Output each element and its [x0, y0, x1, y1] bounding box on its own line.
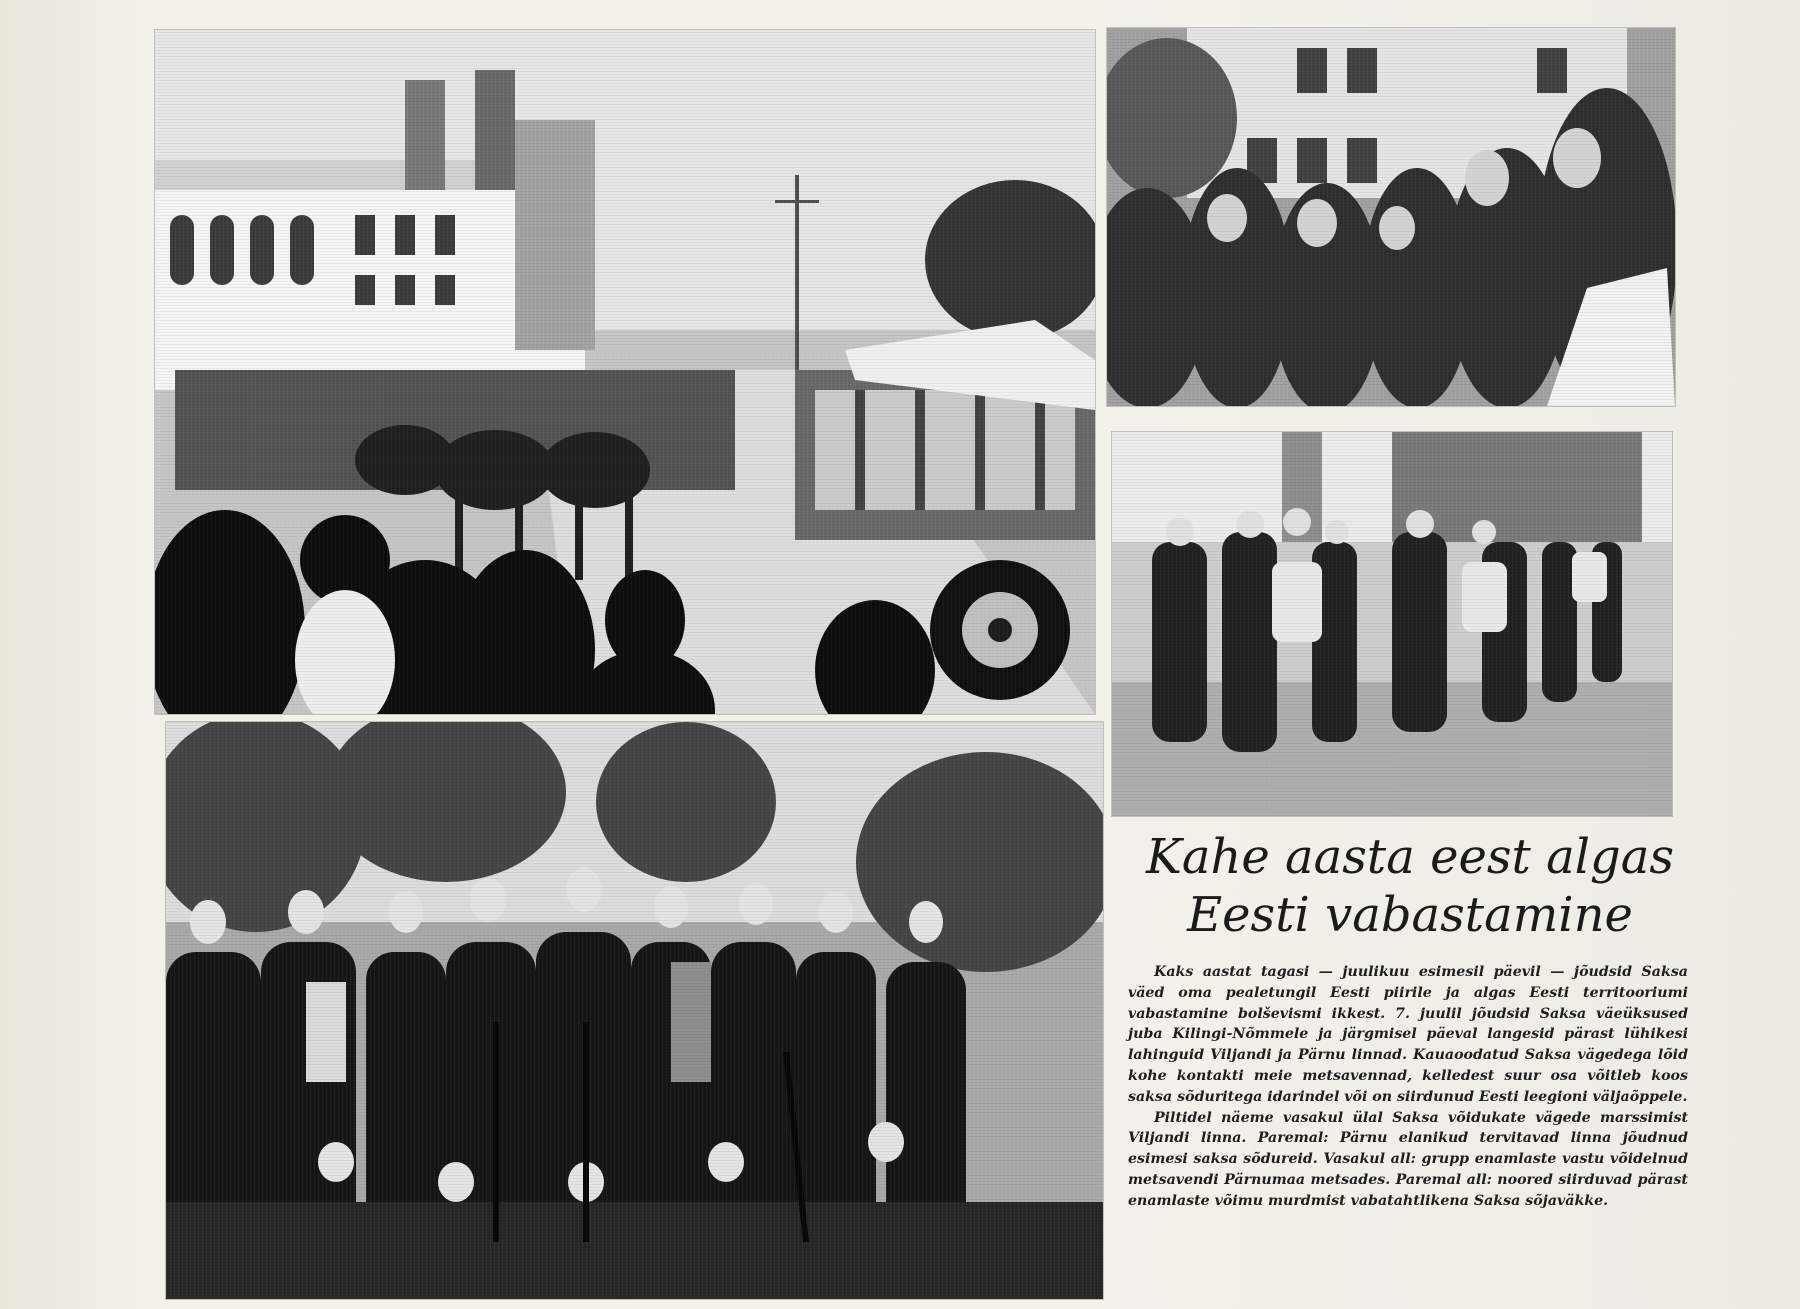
photo-soldiers-greeted — [1107, 28, 1675, 406]
photo-troops-marching — [155, 30, 1095, 714]
headline-line-1: Kahe aasta eest algas — [1145, 829, 1675, 885]
photo-captions-paragraph: Piltidel näeme vasakul ülal Saksa võidukate vägede marssimist Viljandi linna. Paremal: Pärnu elanikud tervitavad linna jõudnud esimesi saksa sõdureid. Vasakul all: grupp enamlaste vastu võidelnud metsavendi Pärnumaa metsades. Paremal all: noored siirduvad pärast enamlaste võimu murdmist vabatahtlikena Saksa sõjaväkke. — [1128, 1109, 1688, 1209]
photo-volunteers-marching — [1112, 432, 1672, 816]
photo-forest-brothers-group — [166, 722, 1103, 1299]
headline-line-2: Eesti vabastamine — [1187, 887, 1633, 943]
article-paragraph-1: Kaks aastat tagasi — juulikuu esimesil päevil — jõudsid Saksa väed oma pealetungil Eesti piirile ja algas Eesti territooriumi vabastamine bolševismi ikkest. 7. juulil jõudsid Saksa väeüksused juba Kilingi-Nõmmele ja järgmisel päeval langesid pärast lühikesi lahinguid Viljandi ja Pärnu linnad. Kauaoodatud Saksa vägedega lõid kohe kontakti meie metsavennad, kelledest suur osa võitleb koos saksa sõduritega idarindel või on siirdunud Eesti leegioni väljaõppele. — [1128, 964, 1688, 1105]
article-headline — [1120, 828, 1700, 944]
article-body — [1128, 962, 1688, 1212]
